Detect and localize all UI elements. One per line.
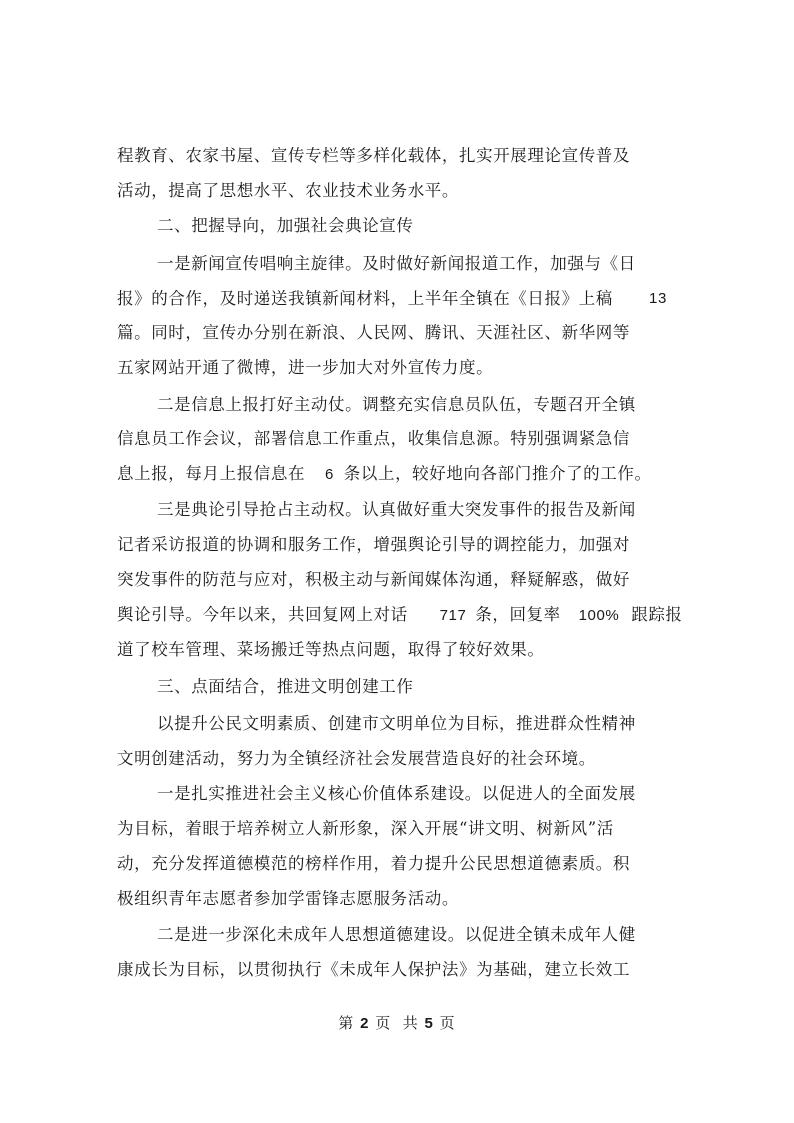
line-text: 舆论引导。今年以来，共回复网上对话 [117,605,408,624]
paragraph-line: 程教育、农家书屋、宣传专栏等多样化载体，扎实开展理论宣传普及 [117,146,630,165]
paragraph-line: 道了校车管理、菜场搬迁等热点问题，取得了较好效果。 [117,640,545,659]
paragraph-line: 动，充分发挥道德模范的榜样作用，着力提升公民思想道德素质。积 [117,854,630,873]
paragraph-line: 篇。同时，宣传办分别在新浪、人民网、腾讯、天涯社区、新华网等 [117,323,630,342]
paragraph-line: 以提升公民文明素质、创建市文明单位为目标，推进群众性精神 [157,714,636,733]
paragraph-line: 信息员工作会议，部署信息工作重点，收集信息源。特别强调紧急信 [117,429,630,448]
line-text: 条以上，较好地向各部门推介了的工作。 [343,464,652,483]
paragraph-line [117,464,677,485]
paragraph-line [117,605,683,626]
paragraph-line: 突发事件的防范与应对，积极主动与新闻媒体沟通，释疑解惑，做好 [117,570,630,589]
footer-prefix: 第 [338,1014,355,1032]
line-text: 跟踪报 [631,605,683,624]
section-heading: 三、点面结合，推进文明创建工作 [157,677,414,696]
line-text: 息上报，每月上报信息在 [117,464,306,483]
report-count: 6 [324,466,334,483]
paragraph-line: 极组织青年志愿者参加学雷锋志愿服务活动。 [117,889,459,908]
line-text: 条，回复率 [475,605,561,624]
footer-suffix: 页 [439,1014,456,1032]
line-text: 报》的合作，及时递送我镇新闻材料，上半年全镇在《日报》上稿 [117,289,613,308]
paragraph-line [117,289,677,309]
article-count: 13 [649,290,667,307]
paragraph-line: 一是扎实推进社会主义核心价值体系建设。以促进人的全面发展 [157,784,636,803]
paragraph-line: 为目标，着眼于培养树立人新形象，深入开展“讲文明、树新风”活 [117,819,614,838]
paragraph-line: 记者采访报道的协调和服务工作，增强舆论引导的调控能力，加强对 [117,535,630,554]
paragraph-line: 一是新闻宣传唱响主旋律。及时做好新闻报道工作，加强与《日 [157,254,636,273]
paragraph-line: 文明创建活动，努力为全镇经济社会发展营造良好的社会环境。 [117,749,596,768]
paragraph-line: 五家网站开通了微博，进一步加大对外宣传力度。 [117,358,494,377]
paragraph-line: 二是信息上报打好主动仗。调整充实信息员队伍，专题召开全镇 [157,395,636,414]
reply-rate: 100% [578,607,620,624]
section-heading: 二、把握导向，加强社会典论宣传 [157,216,414,235]
footer-middle: 页 共 [375,1014,419,1032]
paragraph-line: 活动，提高了思想水平、农业技术业务水平。 [117,181,459,200]
page-footer [0,1012,794,1033]
paragraph-line: 三是典论引导抢占主动权。认真做好重大突发事件的报告及新闻 [157,500,636,519]
total-page-number: 5 [424,1015,434,1032]
paragraph-line: 康成长为目标，以贯彻执行《未成年人保护法》为基础，建立长效工 [117,960,630,979]
current-page-number: 2 [360,1015,370,1032]
dialogue-count: 717 [439,607,467,624]
paragraph-line: 二是进一步深化未成年人思想道德建设。以促进全镇未成年人健 [157,925,636,944]
